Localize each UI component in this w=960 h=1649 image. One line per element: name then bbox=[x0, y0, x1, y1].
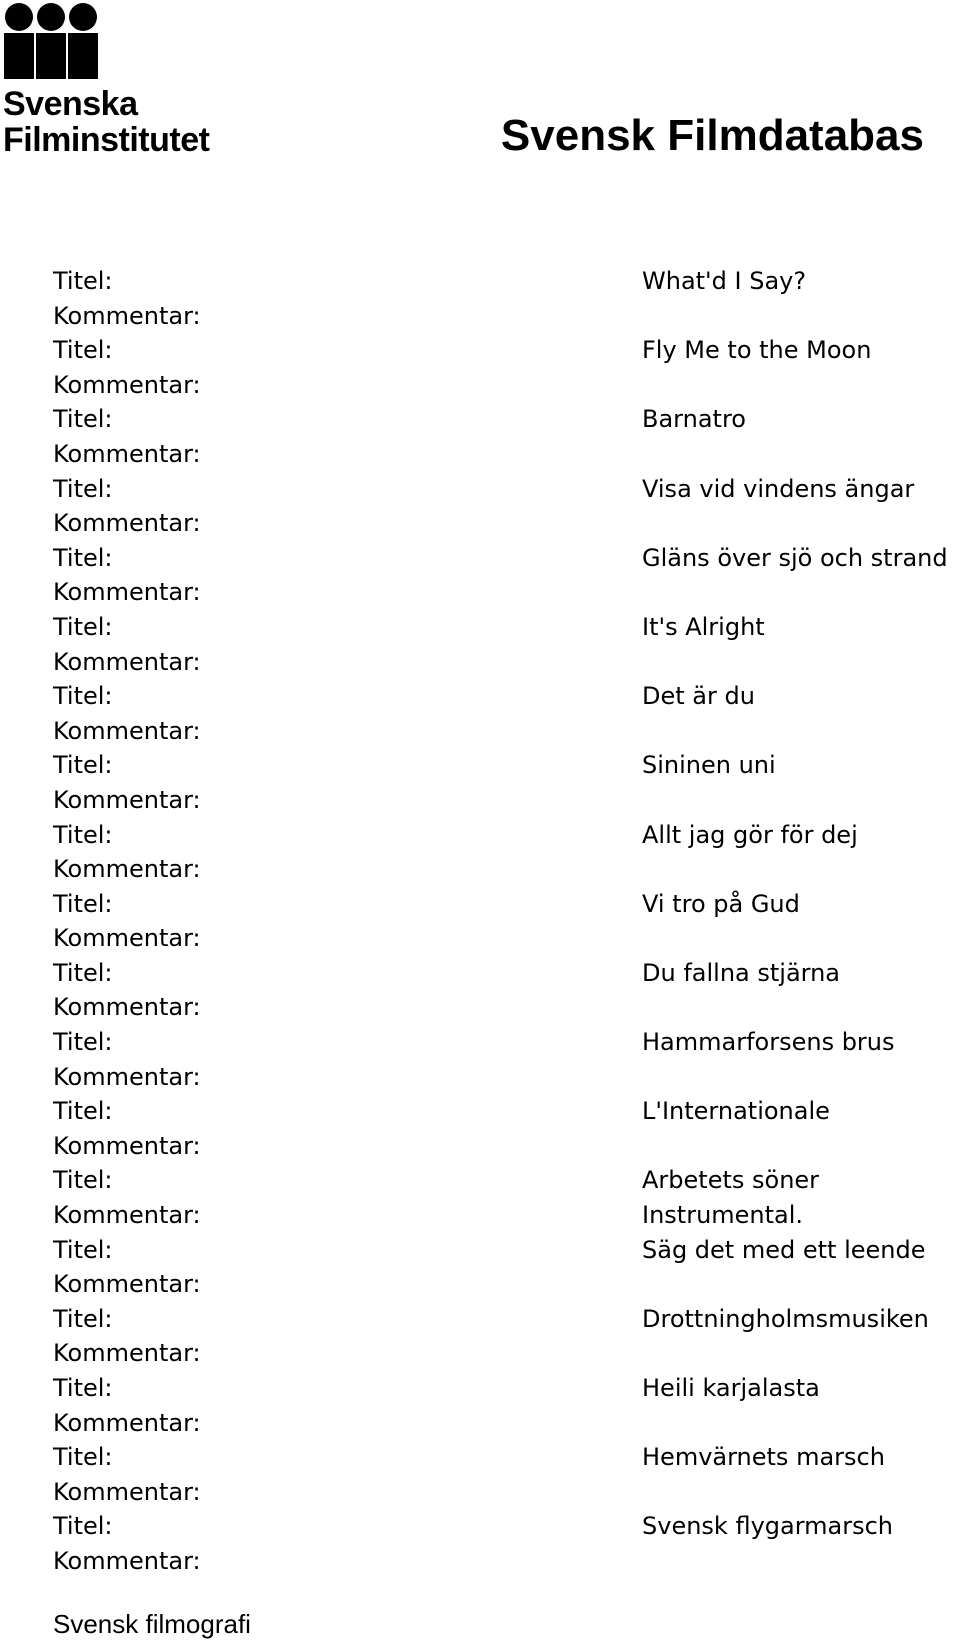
title-label: Titel: bbox=[53, 543, 113, 572]
title-value: L'Internationale bbox=[642, 1097, 830, 1126]
song-list bbox=[53, 264, 953, 1579]
song-entry bbox=[53, 748, 953, 817]
comment-label: Kommentar: bbox=[53, 1201, 201, 1230]
comment-label: Kommentar: bbox=[53, 785, 201, 814]
song-entry bbox=[53, 1371, 953, 1440]
title-value: Drottningholmsmusiken bbox=[642, 1304, 929, 1333]
title-label: Titel: bbox=[53, 1097, 113, 1126]
song-entry bbox=[53, 1509, 953, 1578]
title-value: Säg det med ett leende bbox=[642, 1235, 926, 1264]
title-label: Titel: bbox=[53, 682, 113, 711]
comment-label: Kommentar: bbox=[53, 370, 201, 399]
song-entry bbox=[53, 679, 953, 748]
logo-text-line-1: Svenska bbox=[3, 85, 138, 123]
title-label: Titel: bbox=[53, 820, 113, 849]
title-value: Allt jag gör för dej bbox=[642, 820, 858, 849]
song-entry bbox=[53, 887, 953, 956]
page-title: Svensk Filmdatabas bbox=[500, 111, 924, 160]
logo-block bbox=[36, 33, 66, 79]
title-label: Titel: bbox=[53, 267, 113, 295]
title-value: Sininen uni bbox=[642, 751, 776, 780]
comment-label: Kommentar: bbox=[53, 578, 201, 607]
song-entry bbox=[53, 402, 953, 471]
title-value: Svensk flygarmarsch bbox=[642, 1512, 894, 1541]
title-label: Titel: bbox=[53, 336, 113, 365]
title-label: Titel: bbox=[53, 1304, 113, 1333]
song-entry bbox=[53, 956, 953, 1025]
song-entry bbox=[53, 1302, 953, 1371]
title-label: Titel: bbox=[53, 1443, 113, 1472]
title-value: Barnatro bbox=[642, 405, 746, 434]
title-value: Det är du bbox=[642, 682, 755, 711]
title-label: Titel: bbox=[53, 612, 113, 641]
song-entry bbox=[53, 1094, 953, 1163]
title-label: Titel: bbox=[53, 474, 113, 503]
comment-label: Kommentar: bbox=[53, 1408, 201, 1437]
comment-label: Kommentar: bbox=[53, 1270, 201, 1299]
comment-value: Instrumental. bbox=[642, 1201, 804, 1230]
comment-label: Kommentar: bbox=[53, 509, 201, 538]
title-value: Du fallna stjärna bbox=[642, 958, 841, 987]
title-value: Vi tro på Gud bbox=[642, 889, 800, 918]
title-label: Titel: bbox=[53, 1166, 113, 1195]
title-value: Fly Me to the Moon bbox=[642, 336, 872, 365]
song-entry bbox=[53, 541, 953, 610]
comment-label: Kommentar: bbox=[53, 716, 201, 745]
comment-label: Kommentar: bbox=[53, 647, 201, 676]
logo-dot bbox=[37, 3, 65, 31]
title-label: Titel: bbox=[53, 1028, 113, 1057]
comment-label: Kommentar: bbox=[53, 924, 201, 953]
song-entry bbox=[53, 1440, 953, 1509]
song-entry bbox=[53, 1163, 953, 1232]
logo-mark bbox=[3, 3, 99, 81]
comment-label: Kommentar: bbox=[53, 439, 201, 468]
title-value: Heili karjalasta bbox=[642, 1374, 820, 1402]
title-value: Hammarforsens brus bbox=[642, 1028, 895, 1057]
title-value: Hemvärnets marsch bbox=[642, 1443, 885, 1472]
title-label: Titel: bbox=[53, 958, 113, 987]
footer-section-title: Svensk filmografi bbox=[53, 1609, 251, 1639]
title-label: Titel: bbox=[53, 889, 113, 918]
logo-block bbox=[68, 33, 98, 79]
comment-label: Kommentar: bbox=[53, 1062, 201, 1091]
song-entry bbox=[53, 818, 953, 887]
song-entry bbox=[53, 264, 953, 333]
title-value: It's Alright bbox=[642, 612, 765, 641]
title-label: Titel: bbox=[53, 1235, 113, 1264]
title-value: Gläns över sjö och strand bbox=[642, 543, 948, 572]
logo-dot bbox=[69, 3, 97, 31]
comment-label: Kommentar: bbox=[53, 1477, 201, 1506]
song-entry bbox=[53, 1025, 953, 1094]
song-entry bbox=[53, 610, 953, 679]
title-label: Titel: bbox=[53, 1374, 113, 1402]
comment-label: Kommentar: bbox=[53, 1546, 201, 1575]
title-value: Visa vid vindens ängar bbox=[642, 474, 915, 503]
song-entry bbox=[53, 1233, 953, 1302]
title-label: Titel: bbox=[53, 1512, 113, 1541]
title-value: What'd I Say? bbox=[642, 267, 807, 295]
title-label: Titel: bbox=[53, 405, 113, 434]
svenska-filminstitutet-logo bbox=[3, 3, 248, 163]
title-label: Titel: bbox=[53, 751, 113, 780]
comment-label: Kommentar: bbox=[53, 855, 201, 884]
song-entry bbox=[53, 333, 953, 402]
song-entry bbox=[53, 472, 953, 541]
comment-label: Kommentar: bbox=[53, 301, 201, 330]
comment-label: Kommentar: bbox=[53, 993, 201, 1022]
logo-block bbox=[4, 33, 34, 79]
title-value: Arbetets söner bbox=[642, 1166, 820, 1195]
comment-label: Kommentar: bbox=[53, 1131, 201, 1160]
logo-dot bbox=[5, 3, 33, 31]
logo-text-line-2: Filminstitutet bbox=[3, 121, 210, 159]
comment-label: Kommentar: bbox=[53, 1339, 201, 1368]
